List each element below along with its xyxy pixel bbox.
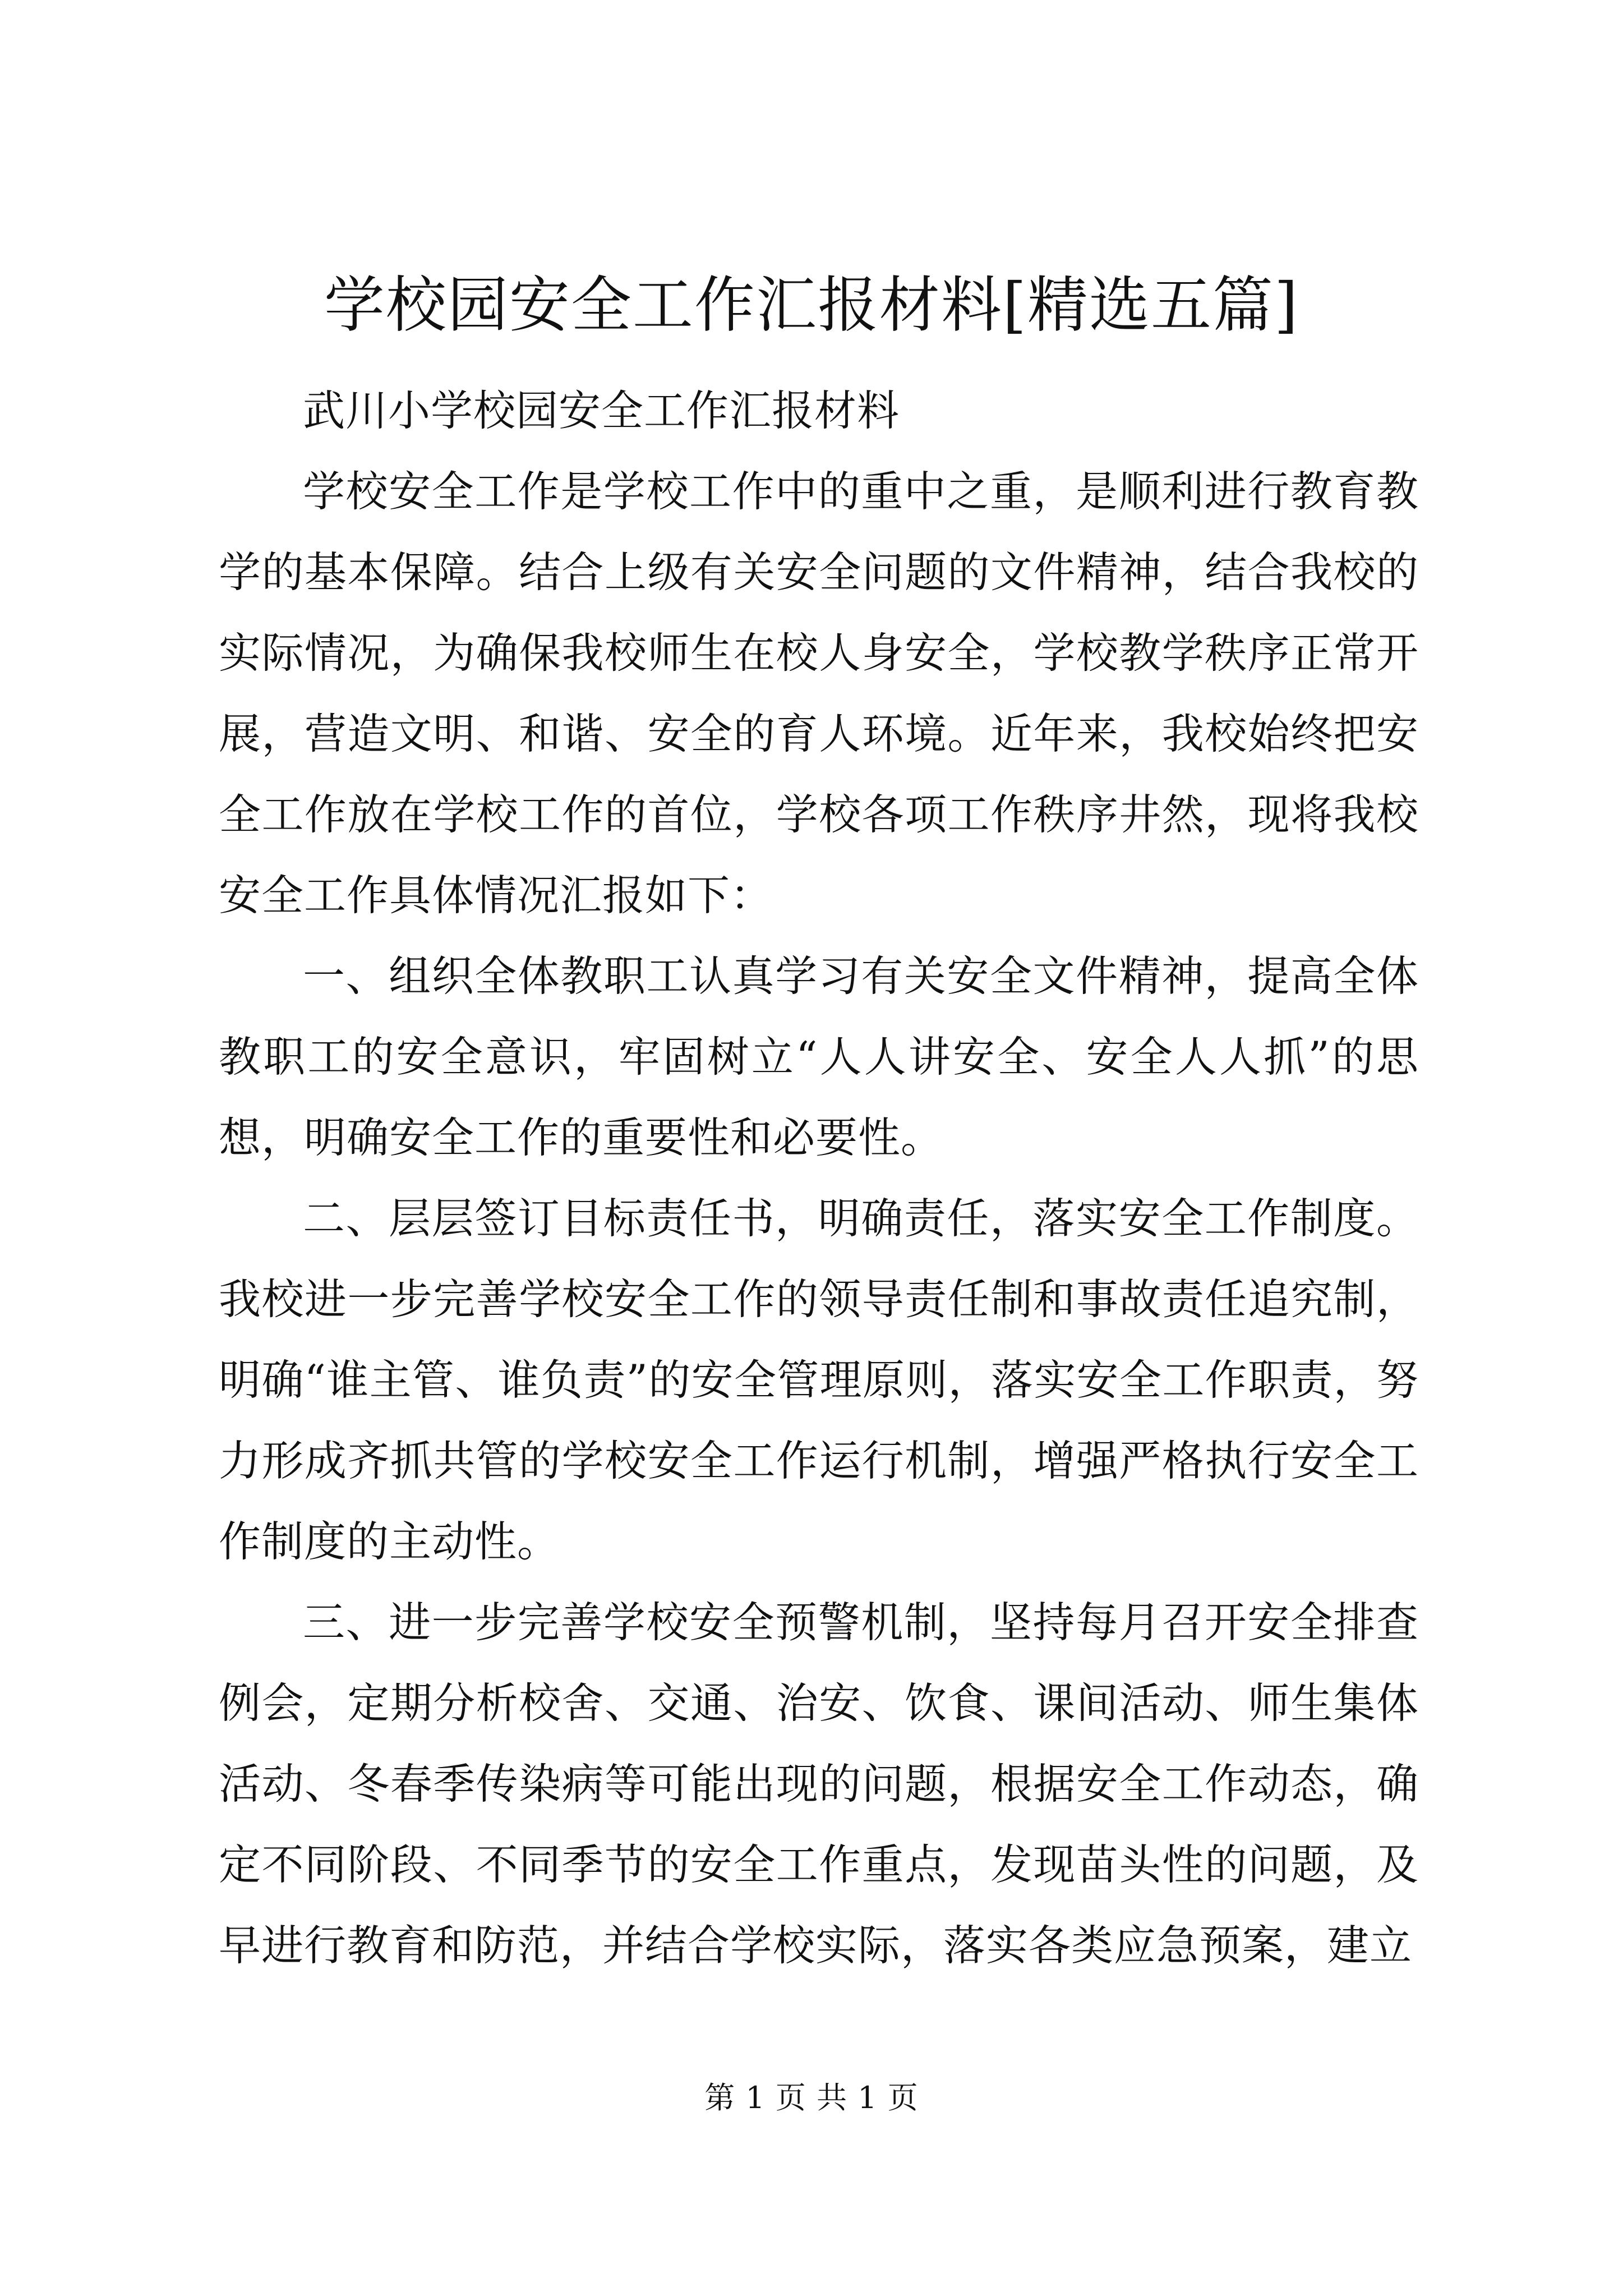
paragraph: 三、进一步完善学校安全预警机制，坚持每月召开安全排查例会，定期分析校舍、交通、治安、饮食、课间活动、师生集体活动、冬春季传染病等可能出现的问题，根据安全工作动态，确定不同阶段、不同季节的安全工作重点，发现苗头性的问题，及早进行教育和防范，并结合学校实际，落实各类应急预案，建立 bbox=[219, 1598, 1419, 1970]
paragraph: 二、层层签订目标责任书，明确责任，落实安全工作制度。我校进一步完善学校安全工作的领导责任制和事故责任追究制，明确“谁主管、谁负责”的安全管理原则，落实安全工作职责，努力形成齐抓共管的学校安全工作运行机制，增强严格执行安全工作制度的主动性。 bbox=[219, 1194, 1419, 1566]
paragraph: 一、组织全体教职工认真学习有关安全文件精神，提高全体教职工的安全意识，牢固树立“人人讲安全、安全人人抓”的思想，明确安全工作的重要性和必要性。 bbox=[219, 951, 1419, 1162]
document-body bbox=[219, 370, 1419, 1986]
paragraph: 学校安全工作是学校工作中的重中之重，是顺利进行教育教学的基本保障。结合上级有关安全问题的文件精神，结合我校的实际情况，为确保我校师生在校人身安全，学校教学秩序正常开展，营造文明、和谐、安全的育人环境。近年来，我校始终把安全工作放在学校工作的首位，学校各项工作秩序井然，现将我校安全工作具体情况汇报如下： bbox=[219, 467, 1419, 920]
document-title: 学校园安全工作汇报材料[精选五篇] bbox=[324, 270, 1299, 341]
page-footer: 第 1 页 共 1 页 bbox=[704, 2080, 919, 2115]
document-subtitle: 武川小学校园安全工作汇报材料 bbox=[303, 386, 900, 435]
